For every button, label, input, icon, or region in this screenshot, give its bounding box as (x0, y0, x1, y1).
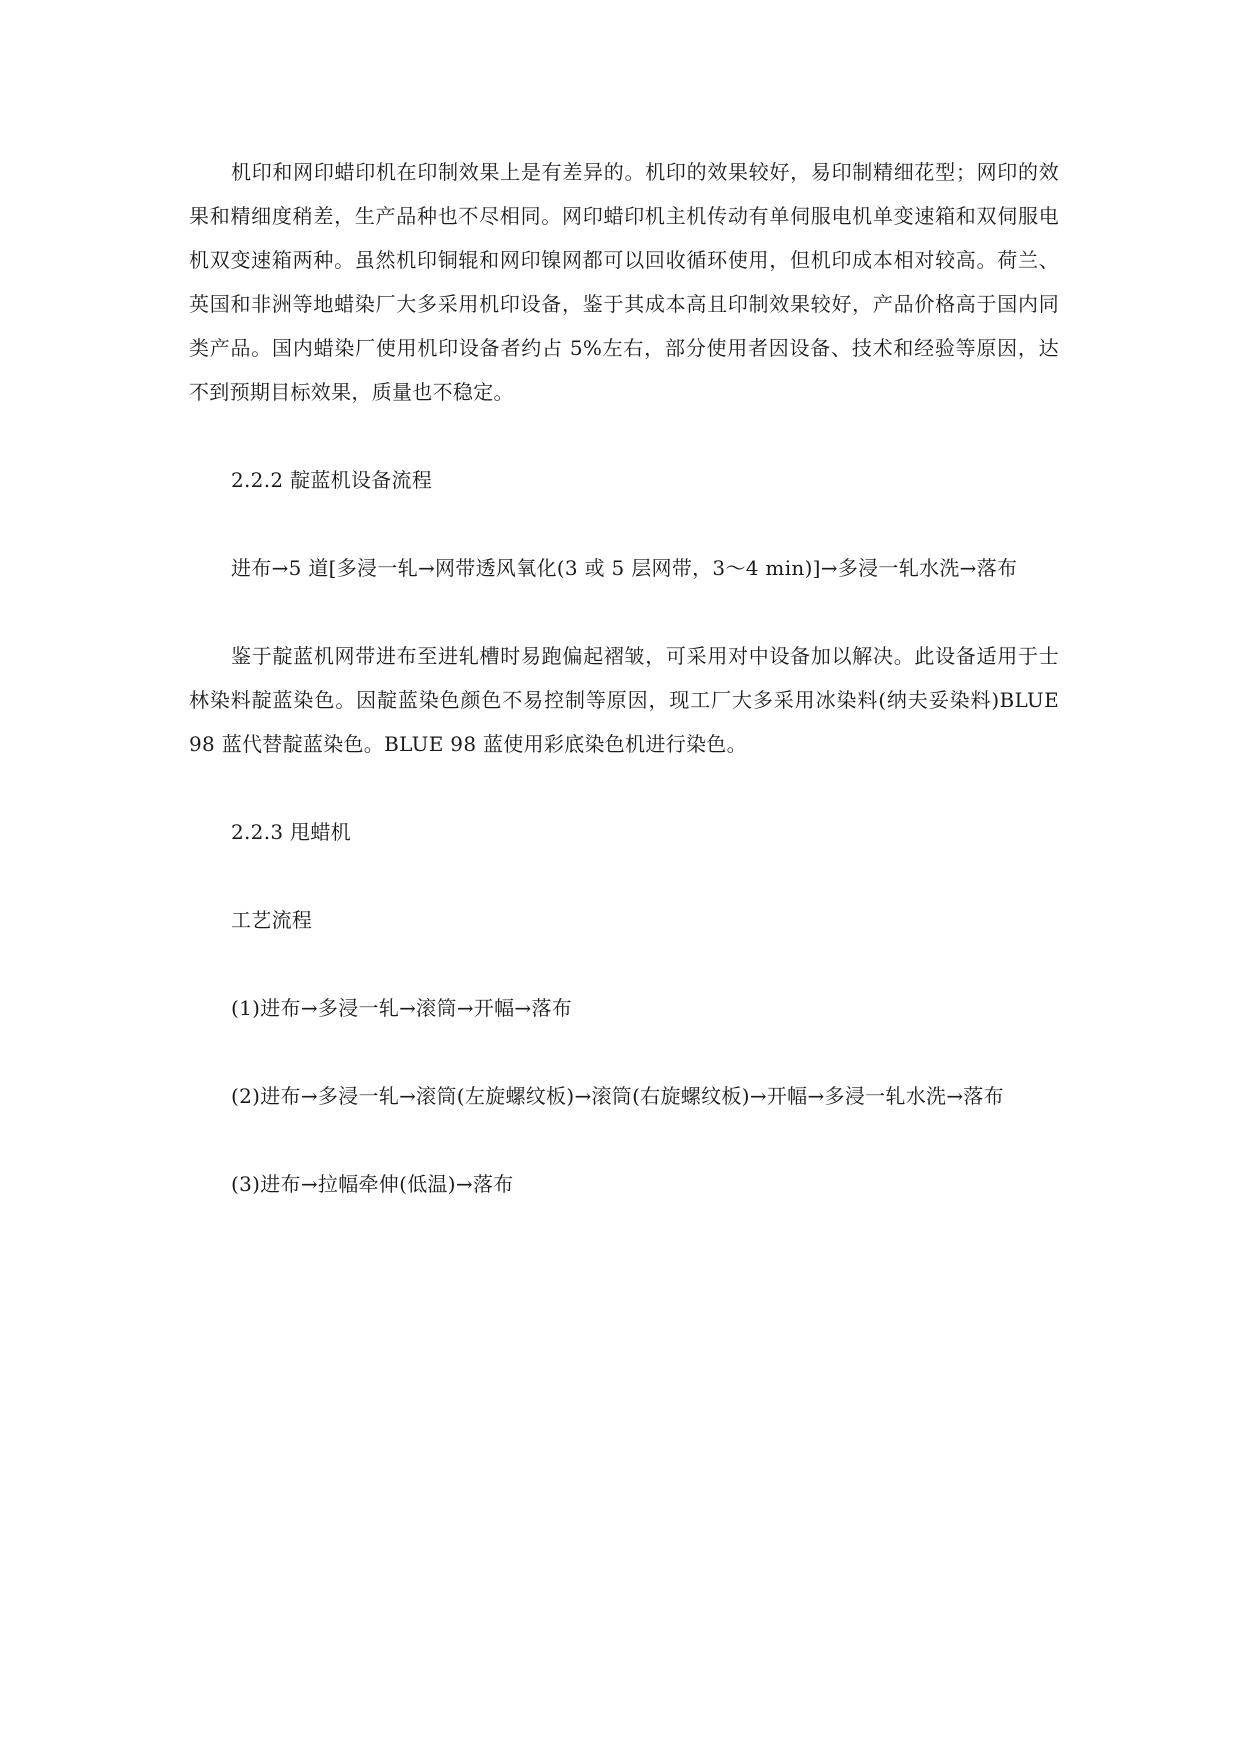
process-step-2: (2)进布→多浸一轧→滚筒(左旋螺纹板)→滚筒(右旋螺纹板)→开幅→多浸一轧水洗→落布 (231, 1084, 1004, 1108)
process-step-1: (1)进布→多浸一轧→滚筒→开幅→落布 (231, 996, 573, 1020)
process-step-3: (3)进布→拉幅牵伸(低温)→落布 (231, 1172, 514, 1196)
process-title: 工艺流程 (231, 908, 313, 932)
indigo-note-paragraph: 鉴于靛蓝机网带进布至进轧槽时易跑偏起褶皱，可采用对中设备加以解决。此设备适用于士林染料靛蓝染色。因靛蓝染色颜色不易控制等原因，现工厂大多采用冰染料(纳夫妥染料)BLUE 98 蓝代替靛蓝染色。BLUE 98 蓝使用彩底染色机进行染色。 (189, 644, 1059, 756)
section-heading-2-2-3: 2.2.3 甩蜡机 (231, 820, 351, 844)
document-page (189, 150, 1059, 1206)
section-heading-2-2-2: 2.2.2 靛蓝机设备流程 (231, 468, 433, 492)
body-paragraph-intro: 机印和网印蜡印机在印制效果上是有差异的。机印的效果较好，易印制精细花型；网印的效果和精细度稍差，生产品种也不尽相同。网印蜡印机主机传动有单伺服电机单变速箱和双伺服电机双变速箱两种。虽然机印铜辊和网印镍网都可以回收循环使用，但机印成本相对较高。荷兰、英国和非洲等地蜡染厂大多采用机印设备，鉴于其成本高且印制效果较好，产品价格高于国内同类产品。国内蜡染厂使用机印设备者约占 5%左右，部分使用者因设备、技术和经验等原因，达不到预期目标效果，质量也不稳定。 (189, 160, 1059, 404)
indigo-process-flow: 进布→5 道[多浸一轧→网带透风氧化(3 或 5 层网带，3～4 min)]→多浸一轧水洗→落布 (231, 556, 1018, 580)
